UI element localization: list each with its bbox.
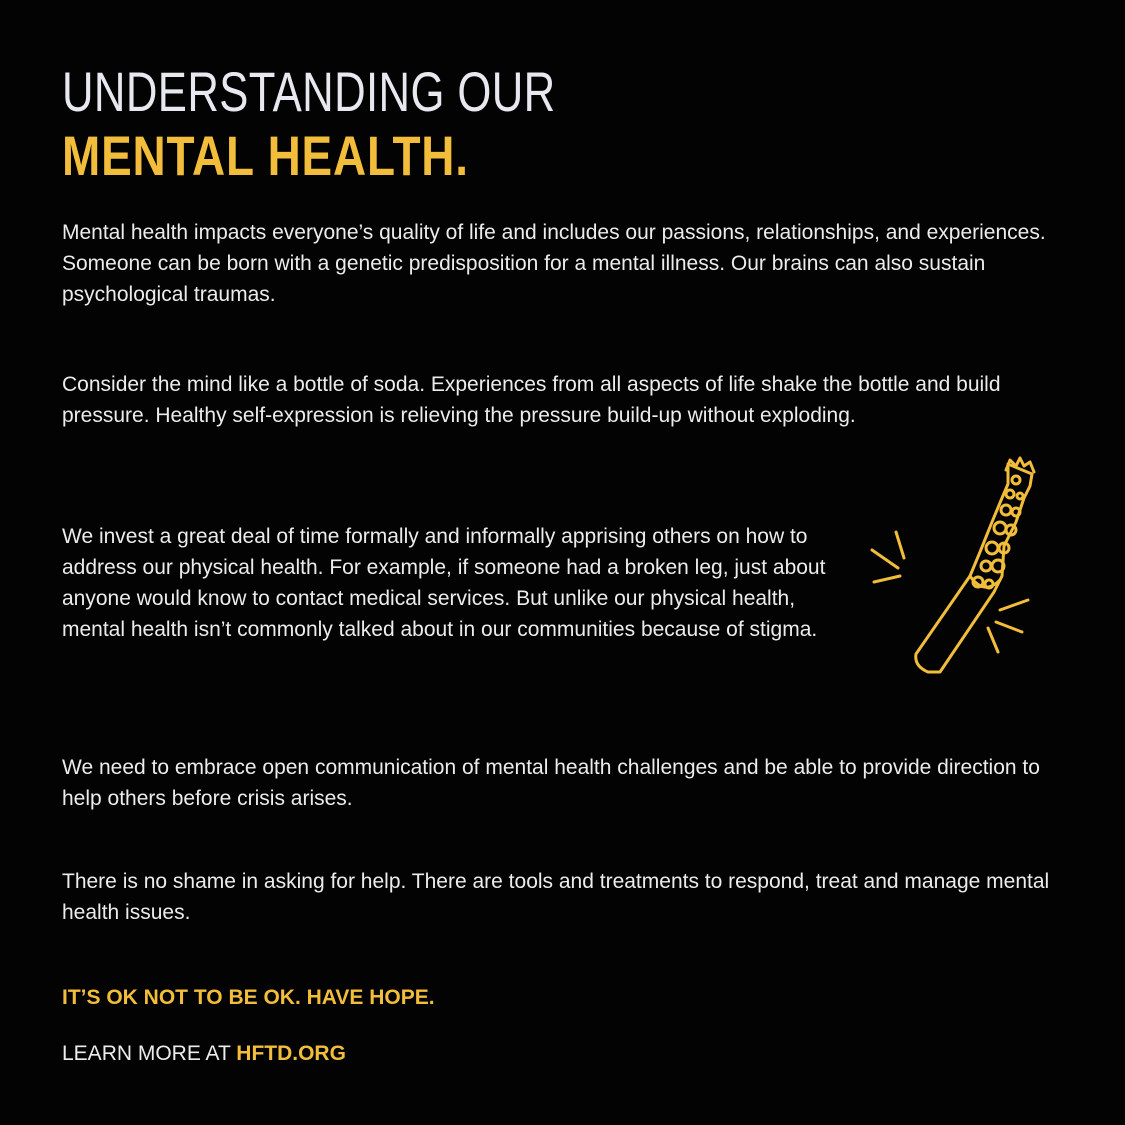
shaking-soda-bottle-icon	[860, 450, 1050, 680]
paragraph-open-communication: We need to embrace open communication of mental health challenges and be able to provide direction to help others before crisis arises.	[62, 756, 1040, 810]
hftd-link[interactable]: HFTD.ORG	[236, 1042, 346, 1065]
title-line-mental-health: MENTAL HEALTH.	[62, 124, 469, 187]
paragraph-no-shame: There is no shame in asking for help. There are tools and treatments to respond, treat and manage mental health issues.	[62, 870, 1050, 924]
learn-more-line	[62, 1040, 346, 1068]
tagline: IT’S OK NOT TO BE OK. HAVE HOPE.	[62, 986, 435, 1009]
page-title	[62, 60, 695, 188]
shake-line	[896, 532, 904, 558]
paragraph-soda-bottle-analogy: Consider the mind like a bottle of soda. Experiences from all aspects of life shake the bottle and build pressure. Healthy self-expression is relieving the pressure build-up without exploding.	[62, 373, 1001, 427]
title-line-understanding: UNDERSTANDING OUR	[62, 60, 556, 123]
paragraph-mental-health-impacts: Mental health impacts everyone’s quality of life and includes our passions, relationships, and experiences. Someone can be born with a genetic predisposition for a mental illness. Our brains can also sustain psychological traumas.	[62, 221, 1046, 306]
paragraph-physical-health: We invest a great deal of time formally and informally apprising others on how to address our physical health. For example, if someone had a broken leg, just about anyone would know to contact medical services. But unlike our physical health, mental health isn’t commonly talked about in our communities because of stigma.	[62, 525, 826, 641]
learn-more-prefix: LEARN MORE AT	[62, 1042, 231, 1065]
